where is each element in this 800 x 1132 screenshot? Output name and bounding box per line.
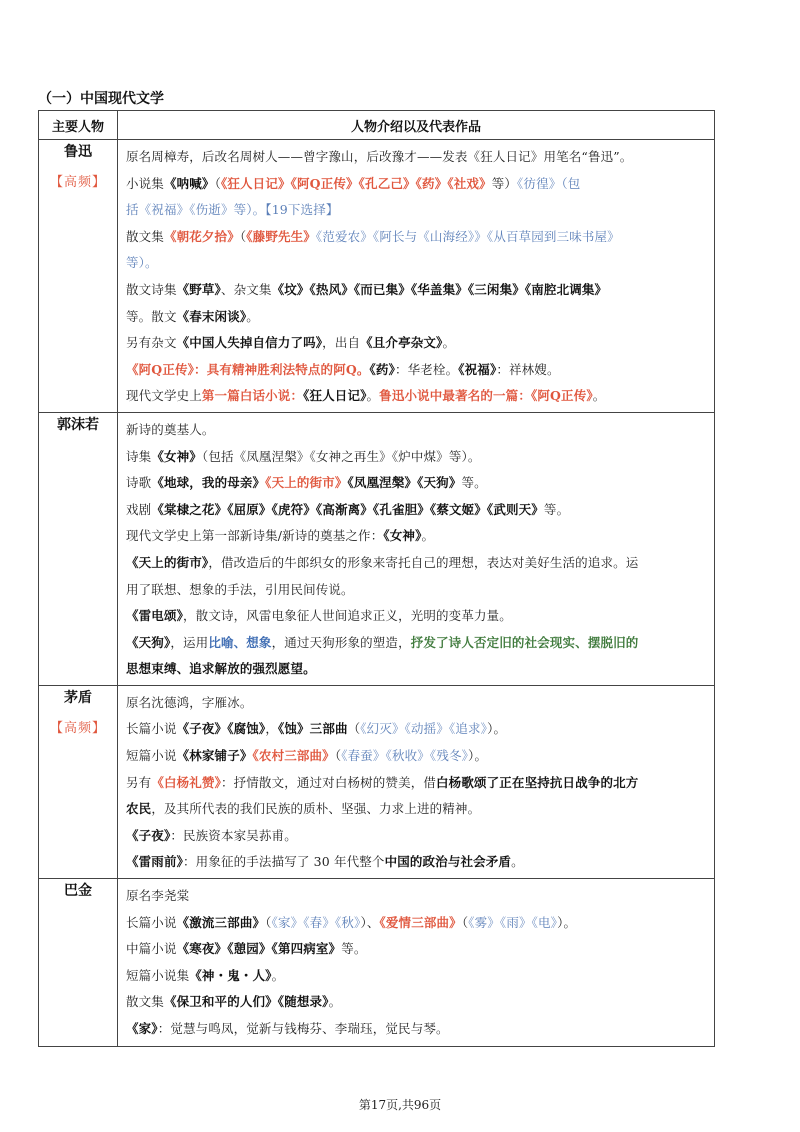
text-segment: 原名李尧棠	[126, 888, 190, 904]
text-segment: 。	[328, 994, 342, 1010]
content-line	[126, 690, 708, 717]
text-segment: 《棠棣之花》《屈原》《虎符》《高渐离》《孔雀胆》《蔡文姬》《武则天》	[151, 501, 544, 517]
content-line	[126, 144, 708, 171]
text-segment: 。	[366, 388, 380, 404]
text-segment: 《藤野先生》	[246, 228, 316, 244]
content-line	[126, 550, 708, 577]
content-line	[126, 277, 708, 304]
text-segment: 《家》《春》《秋》	[271, 914, 361, 930]
text-segment: 。	[271, 967, 285, 983]
text-segment: 《狂人日记》	[303, 388, 367, 404]
text-segment: 《祝福》	[458, 361, 497, 377]
text-segment: ：华老栓。	[394, 361, 459, 377]
text-segment: 诗集	[126, 448, 152, 464]
text-segment: 《药》	[369, 361, 395, 377]
text-segment: 《中国人失掉自信力了吗》	[176, 335, 323, 351]
text-segment: 小说集	[126, 175, 164, 191]
content-line	[126, 743, 708, 770]
text-segment: 比喻、想象	[208, 634, 272, 650]
content-line	[126, 1016, 708, 1043]
text-segment: 。	[246, 308, 259, 324]
content-line	[126, 497, 708, 524]
text-segment: （	[239, 228, 247, 244]
content-line	[126, 577, 708, 604]
text-segment: 《雷电颂》	[126, 608, 184, 624]
author-cell	[39, 879, 118, 1047]
author-content	[118, 685, 715, 878]
text-segment: （	[334, 748, 342, 764]
text-segment: 《春末闲谈》	[176, 308, 247, 324]
text-segment: 《呐喊》	[163, 175, 215, 191]
text-segment: 《蚀》三部曲	[277, 721, 348, 737]
text-segment: （	[461, 914, 469, 930]
text-segment: 《地球，我的母亲》	[151, 475, 266, 491]
text-segment: 原名周樟寿，后改名周树人——曾字豫山，后改豫才——发表《狂人日记》用笔名“鲁迅”。	[126, 149, 633, 164]
text-segment: 中篇小说	[126, 941, 177, 957]
text-segment: 《春蚕》《秋收》《残冬》	[341, 748, 469, 764]
author-content	[118, 140, 715, 413]
content-line	[126, 417, 708, 444]
content-line	[126, 357, 708, 384]
content-line	[126, 796, 708, 823]
text-segment: 等。散文	[126, 308, 177, 324]
text-segment: 等。	[341, 941, 367, 957]
authors-table	[38, 110, 715, 1047]
text-segment: 《狂人日记》《阿Q正传》《孔乙己》《药》《社戏》	[220, 175, 492, 191]
author-cell	[39, 685, 118, 878]
text-segment: 白杨歌颂了正在坚持抗日战争的北方	[436, 774, 639, 790]
author-cell	[39, 140, 118, 413]
text-segment: （	[347, 721, 361, 737]
text-segment: 新诗的奠基人。	[126, 421, 215, 437]
text-segment: 《幻灭》《动摇》《追求》	[360, 721, 488, 737]
text-segment: 短篇小说	[126, 748, 177, 764]
text-segment: ）。	[487, 721, 507, 737]
text-segment: 《阿Q正传》：具有精神胜利法特点的阿Q。	[126, 361, 370, 377]
text-segment: 《子夜》	[126, 827, 171, 843]
text-segment: ，	[265, 721, 278, 737]
content-line	[126, 630, 708, 657]
author-row-maodun	[39, 685, 715, 878]
text-segment: 《子夜》《腐蚀》	[176, 721, 266, 737]
text-segment: 。	[442, 335, 456, 351]
content-line	[126, 656, 708, 683]
text-segment: （	[214, 175, 221, 191]
text-segment: 抒发了诗人否定旧的社会现实、摆脱旧的	[410, 634, 639, 650]
text-segment: 《女神》	[151, 448, 202, 464]
high-frequency-tag: 【高频】	[49, 720, 106, 736]
text-segment: 诗歌	[126, 475, 152, 491]
text-segment: 。	[511, 854, 524, 870]
author-name: 鲁迅	[64, 144, 92, 160]
content-line	[126, 603, 708, 630]
text-segment: 等。	[543, 501, 570, 517]
text-segment: 《神・鬼・人》	[189, 967, 272, 983]
text-segment: ，及其所代表的我们民族的质朴、坚强、力求上进的精神。	[151, 801, 481, 817]
content-line	[126, 330, 708, 357]
content-line	[126, 936, 708, 963]
text-segment: 《雷雨前》	[126, 854, 184, 870]
text-segment: ，借改造后的牛郎织女的形象来寄托自己的理想，表达对美好生活的追求。运	[208, 554, 639, 570]
text-segment: ）。	[557, 914, 577, 930]
author-row-bajin	[39, 879, 715, 1047]
high-frequency-tag: 【高频】	[49, 175, 106, 190]
text-segment: 等。	[461, 475, 487, 491]
text-segment: 《爱情三部曲》	[379, 914, 462, 930]
header-intro-works: 人物介绍以及代表作品	[118, 111, 715, 140]
text-segment: 《野草》	[176, 281, 221, 297]
text-segment: 《坟》《热风》《而已集》《华盖集》《三闲集》《南腔北调集》	[271, 281, 608, 297]
content-line	[126, 910, 708, 937]
author-row-guomoruo	[39, 412, 715, 685]
content-line	[126, 383, 708, 410]
text-segment: 《天上的街市》	[126, 554, 209, 570]
content-line	[126, 197, 708, 224]
text-segment: ，运用	[170, 634, 209, 650]
text-segment: 散文集	[126, 994, 164, 1010]
text-segment: 、杂文集	[220, 281, 272, 297]
text-segment: ：祥林嫂。	[496, 361, 560, 377]
author-row-luxun	[39, 140, 715, 413]
text-segment: 另有	[126, 774, 152, 790]
text-segment: ：觉慧与鸣凤，觉新与钱梅芬、李瑞珏，觉民与琴。	[157, 1021, 449, 1036]
text-segment: 括《祝福》《伤逝》等）。【19下选择】	[126, 202, 339, 218]
text-segment: 《农村三部曲》	[252, 748, 335, 764]
text-segment: （	[265, 914, 272, 930]
section-title: （一）中国现代文学	[38, 91, 164, 107]
text-segment: ：用象征的手法描写了 30 年代整个	[183, 854, 385, 870]
text-segment: 。	[421, 528, 435, 544]
text-segment: 散文诗集	[126, 281, 177, 297]
text-segment: 用了联想、想象的手法，引用民间传说。	[126, 581, 354, 597]
text-segment: 《白杨礼赞》	[151, 774, 221, 790]
content-line	[126, 963, 708, 990]
text-segment: 《林家铺子》	[176, 748, 253, 764]
text-segment: 散文集	[126, 228, 164, 244]
content-line	[126, 770, 708, 797]
text-segment: 。	[592, 388, 606, 404]
content-line	[126, 716, 708, 743]
text-segment: 《激流三部曲》	[176, 914, 266, 930]
text-segment: 《且介亭杂文》	[360, 335, 443, 351]
text-segment: 《范爱农》《阿长与《山海经》》《从百草园到三味书屋》	[315, 228, 620, 244]
table-header-row	[39, 111, 715, 140]
content-line	[126, 171, 708, 198]
text-segment: ：民族资本家吴荪甫。	[170, 827, 297, 843]
author-content	[118, 879, 715, 1047]
author-name: 郭沫若	[57, 416, 99, 433]
content-line	[126, 523, 708, 550]
text-segment: 戏剧	[126, 501, 152, 517]
text-segment: 短篇小说集	[126, 967, 190, 983]
text-segment: 现代文学史上	[126, 388, 202, 404]
text-segment: 现代文学史上第一部新诗集/新诗的奠基之作：	[126, 528, 384, 544]
text-segment: 《保卫和平的人们》《随想录》	[163, 994, 329, 1010]
text-segment: 《女神》	[383, 528, 422, 544]
text-segment: 等）	[491, 175, 518, 191]
content-line	[126, 444, 708, 471]
text-segment: ）、	[360, 914, 380, 930]
text-segment: 另有杂文	[126, 335, 177, 351]
text-segment: 鲁迅小说中最著名的一篇：《阿Q正传》	[379, 388, 593, 404]
content-line	[126, 823, 708, 850]
text-segment: （包括《凤凰涅槃》《女神之再生》《炉中煤》等）。	[201, 448, 481, 464]
text-segment: 长篇小说	[126, 721, 177, 737]
content-line	[126, 250, 708, 277]
text-segment: 等）。	[126, 255, 158, 271]
text-segment: 《雾》《雨》《电》	[468, 914, 558, 930]
content-line	[126, 224, 708, 251]
content-line	[126, 849, 708, 876]
text-segment: 《家》	[126, 1021, 158, 1036]
author-name: 巴金	[64, 883, 92, 900]
text-segment: 《彷徨》（包	[517, 175, 581, 191]
text-segment: 原名沈德鸿，字雁冰。	[126, 694, 253, 710]
text-segment: 《凤凰涅槃》《天狗》	[347, 475, 462, 491]
text-segment: ，出自	[322, 335, 361, 351]
content-line	[126, 304, 708, 331]
text-segment: 《天上的街市》	[265, 475, 348, 491]
text-segment: 《天狗》	[126, 634, 171, 650]
header-main-person: 主要人物	[39, 111, 118, 140]
text-segment: 《寒夜》《憩园》《第四病室》	[176, 941, 342, 957]
text-segment: 第一篇白话小说：	[201, 388, 304, 404]
text-segment: 思想束缚、追求解放的强烈愿望。	[126, 661, 316, 677]
text-segment: ：抒情散文，通过对白杨树的赞美，借	[220, 774, 437, 790]
page-number-footer: 第17页,共96页	[358, 1098, 442, 1112]
author-content	[118, 412, 715, 685]
text-segment: 《朝花夕拾》	[163, 228, 240, 244]
text-segment: 长篇小说	[126, 914, 177, 930]
author-cell	[39, 412, 118, 685]
author-name: 茅盾	[64, 689, 92, 706]
content-line	[126, 470, 708, 497]
text-segment: 中国的政治与社会矛盾	[384, 854, 512, 870]
text-segment: ，通过天狗形象的塑造，	[271, 634, 411, 650]
content-line	[126, 989, 708, 1016]
text-segment: 农民	[126, 801, 152, 817]
text-segment: ）。	[468, 748, 488, 764]
content-line	[126, 883, 708, 910]
text-segment: ，散文诗，风雷电象征人世间追求正义，光明的变革力量。	[183, 608, 512, 624]
